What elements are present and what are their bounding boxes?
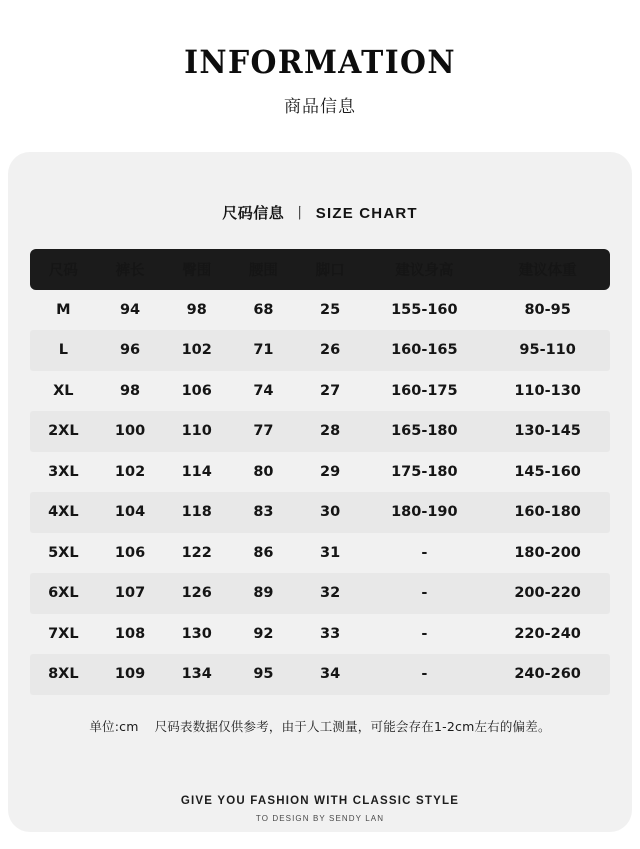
cell-size: 5XL (30, 533, 97, 574)
cell-waist: 74 (230, 371, 297, 412)
cell-cuff: 30 (297, 492, 364, 533)
cell-weight: 130-145 (485, 411, 610, 452)
table-row (30, 371, 610, 412)
cell-height: 175-180 (363, 452, 485, 493)
footer-credit: TO DESIGN BY SENDY LAN (255, 814, 385, 823)
cell-hip: 126 (163, 573, 230, 614)
card-title-separator: 丨 (292, 204, 308, 222)
card-title-en: SIZE CHART (315, 205, 418, 222)
cell-waist: 86 (230, 533, 297, 574)
cell-size: 7XL (30, 614, 97, 655)
cell-height: 180-190 (363, 492, 485, 533)
page-subtitle: 商品信息 (284, 96, 356, 117)
measurement-unit: 单位:cm (89, 718, 139, 734)
cell-waist: 92 (230, 614, 297, 655)
cell-height: 160-165 (363, 330, 485, 371)
column-header: 臀围 (163, 249, 230, 290)
table-row (30, 452, 610, 493)
page-header (0, 0, 640, 117)
cell-height: 155-160 (363, 290, 485, 331)
cell-hip: 98 (163, 290, 230, 331)
cell-waist: 77 (230, 411, 297, 452)
cell-cuff: 25 (297, 290, 364, 331)
cell-height: 165-180 (363, 411, 485, 452)
cell-hip: 110 (163, 411, 230, 452)
column-header: 建议体重 (485, 249, 610, 290)
column-header: 腰围 (230, 249, 297, 290)
page-footer (0, 795, 640, 823)
card-title-cn: 尺码信息 (222, 204, 285, 222)
table-row (30, 330, 610, 371)
cell-height: - (363, 614, 485, 655)
cell-length: 107 (97, 573, 164, 614)
table-row (30, 654, 610, 695)
cell-height: - (363, 533, 485, 574)
card-title (8, 152, 632, 223)
cell-cuff: 26 (297, 330, 364, 371)
cell-weight: 180-200 (485, 533, 610, 574)
cell-cuff: 29 (297, 452, 364, 493)
cell-hip: 134 (163, 654, 230, 695)
cell-cuff: 34 (297, 654, 364, 695)
cell-length: 100 (97, 411, 164, 452)
cell-weight: 220-240 (485, 614, 610, 655)
column-header: 尺码 (30, 249, 97, 290)
cell-weight: 110-130 (485, 371, 610, 412)
cell-weight: 160-180 (485, 492, 610, 533)
table-row (30, 533, 610, 574)
cell-hip: 118 (163, 492, 230, 533)
cell-weight: 240-260 (485, 654, 610, 695)
size-table (30, 249, 610, 695)
page-title: INFORMATION (184, 43, 456, 81)
cell-size: XL (30, 371, 97, 412)
cell-hip: 130 (163, 614, 230, 655)
cell-waist: 71 (230, 330, 297, 371)
table-row (30, 290, 610, 331)
cell-size: M (30, 290, 97, 331)
cell-waist: 68 (230, 290, 297, 331)
measurement-note (30, 717, 610, 735)
table-row (30, 411, 610, 452)
cell-size: 3XL (30, 452, 97, 493)
cell-weight: 95-110 (485, 330, 610, 371)
cell-cuff: 31 (297, 533, 364, 574)
cell-length: 109 (97, 654, 164, 695)
cell-waist: 83 (230, 492, 297, 533)
cell-weight: 200-220 (485, 573, 610, 614)
size-chart-card (8, 152, 632, 832)
measurement-disclaimer: 尺码表数据仅供参考，由于人工测量，可能会存在1-2cm左右的偏差。 (154, 718, 551, 734)
cell-size: 4XL (30, 492, 97, 533)
cell-length: 96 (97, 330, 164, 371)
cell-length: 104 (97, 492, 164, 533)
column-header: 脚口 (297, 249, 364, 290)
size-table-wrapper (30, 249, 610, 735)
cell-cuff: 33 (297, 614, 364, 655)
cell-waist: 80 (230, 452, 297, 493)
table-row (30, 614, 610, 655)
cell-hip: 102 (163, 330, 230, 371)
cell-length: 98 (97, 371, 164, 412)
cell-length: 102 (97, 452, 164, 493)
cell-length: 106 (97, 533, 164, 574)
table-row (30, 492, 610, 533)
cell-height: 160-175 (363, 371, 485, 412)
footer-slogan: GIVE YOU FASHION WITH CLASSIC STYLE (180, 795, 460, 807)
cell-size: L (30, 330, 97, 371)
table-row (30, 573, 610, 614)
cell-size: 6XL (30, 573, 97, 614)
size-table-body (30, 290, 610, 695)
column-header: 建议身高 (363, 249, 485, 290)
cell-length: 108 (97, 614, 164, 655)
cell-weight: 145-160 (485, 452, 610, 493)
cell-hip: 122 (163, 533, 230, 574)
cell-hip: 114 (163, 452, 230, 493)
cell-cuff: 32 (297, 573, 364, 614)
cell-waist: 89 (230, 573, 297, 614)
cell-cuff: 27 (297, 371, 364, 412)
cell-waist: 95 (230, 654, 297, 695)
cell-height: - (363, 573, 485, 614)
cell-hip: 106 (163, 371, 230, 412)
cell-length: 94 (97, 290, 164, 331)
size-table-head (30, 249, 610, 290)
cell-cuff: 28 (297, 411, 364, 452)
column-header: 裤长 (97, 249, 164, 290)
cell-size: 8XL (30, 654, 97, 695)
table-header-row (30, 249, 610, 290)
cell-weight: 80-95 (485, 290, 610, 331)
cell-size: 2XL (30, 411, 97, 452)
cell-height: - (363, 654, 485, 695)
